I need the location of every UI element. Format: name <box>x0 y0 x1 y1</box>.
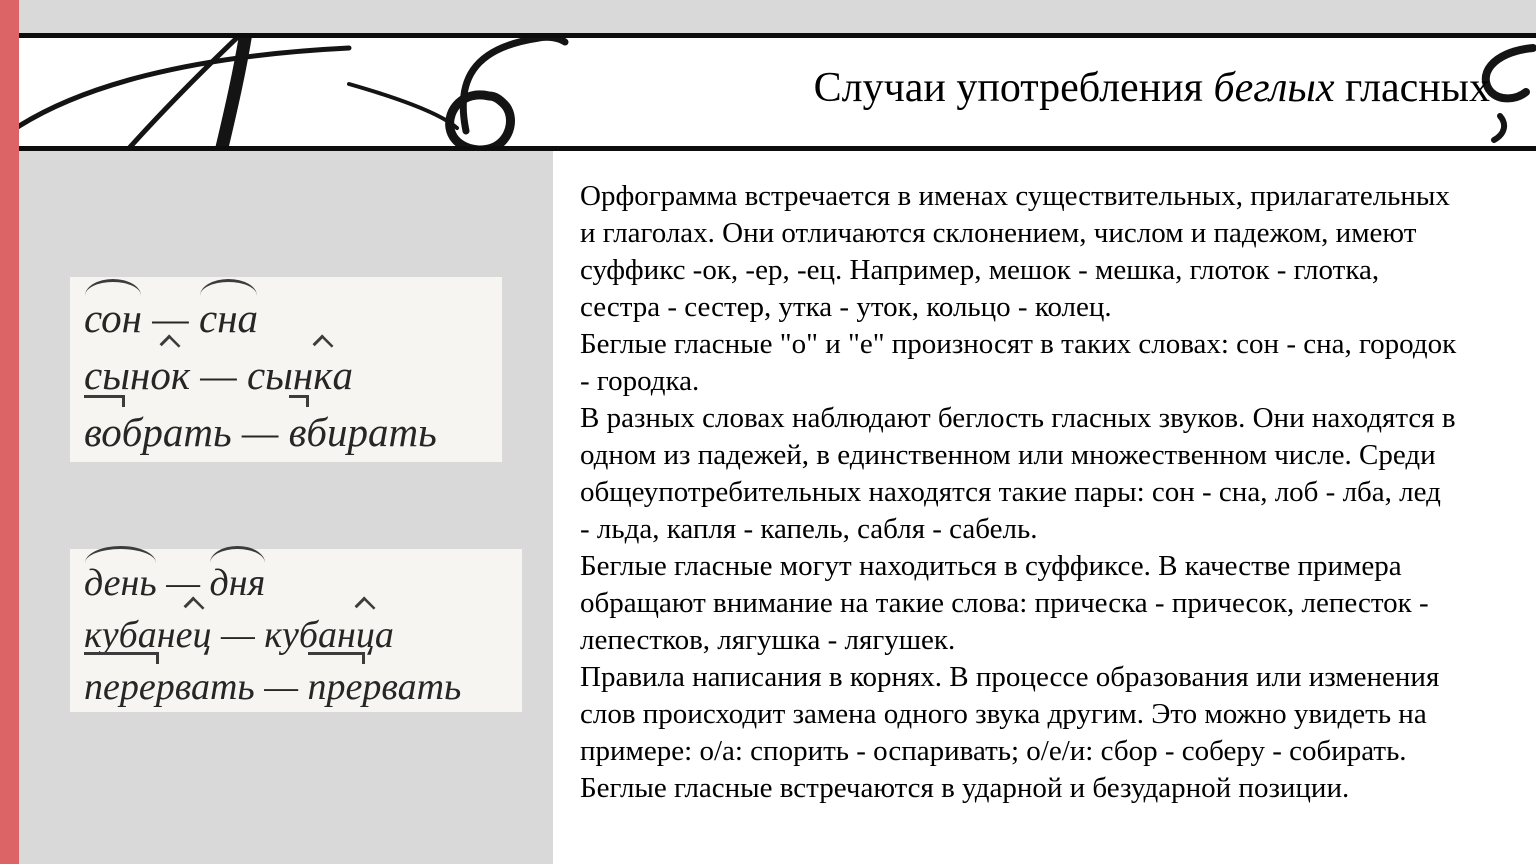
word-part: сын <box>84 352 151 398</box>
word-root-marked: день <box>84 562 157 604</box>
prefix-marked: пере <box>84 666 156 708</box>
word-part: а <box>374 614 394 656</box>
body-line: лепестков, лягушка - лягушек. <box>580 624 956 656</box>
example-line <box>70 342 502 399</box>
example-line <box>70 605 522 657</box>
body-line: одном из падежей, в единственном или множественном числе. Среди <box>580 439 1436 471</box>
word-part: рвать — <box>155 666 308 708</box>
word-separator: — <box>142 295 199 341</box>
body-line: Правила написания в корнях. В процессе образования или изменения <box>580 661 1440 693</box>
prefix-marked: во <box>84 409 122 455</box>
prefix-marked: пре <box>307 666 363 708</box>
example-line <box>70 285 502 342</box>
slide-title <box>814 64 1490 112</box>
body-line: примере: о/а: спорить - оспаривать; о/е/и: сбор - соберу - собирать. <box>580 735 1407 767</box>
body-line: общеупотребительных находятся такие пары: сон - сна, лоб - лба, лед <box>580 476 1441 508</box>
word-root-marked: дня <box>209 562 266 604</box>
word-part: а <box>332 352 353 398</box>
left-accent-stripe <box>0 0 19 864</box>
body-line: сестра - сестер, утка - уток, кольцо - колец. <box>580 291 1112 323</box>
body-line: суффикс -ок, -ер, -ец. Например, мешок - мешка, глоток - глотка, <box>580 254 1380 286</box>
word-part: кубан <box>84 614 176 656</box>
word-part: — сын <box>190 352 314 398</box>
title-prefix: Случаи употребления <box>813 65 1214 111</box>
body-line: - городка. <box>580 365 700 397</box>
word-part: брать — <box>121 409 289 455</box>
header-banner <box>19 33 1536 151</box>
title-italic-word: беглых <box>1213 65 1335 111</box>
word-part: рвать <box>362 666 462 708</box>
word-root-marked: сна <box>199 295 259 341</box>
body-line: обращают внимание на такие слова: прическа - причесок, лепесток - <box>580 587 1429 619</box>
examples-box-2 <box>70 549 522 712</box>
body-line: В разных словах наблюдают беглость гласных звуков. Они находятся в <box>580 402 1456 434</box>
suffix-marked: ок <box>150 352 190 398</box>
top-gray-strip <box>19 0 1536 33</box>
body-line: - льда, капля - капель, сабля - сабель. <box>580 513 1038 545</box>
example-line <box>70 657 522 709</box>
body-line: Беглые гласные могут находиться в суффиксе. В качестве примера <box>580 550 1402 582</box>
body-line: Беглые гласные "о" и "е" произносят в таких словах: сон - сна, городок <box>580 328 1457 360</box>
word-root-marked: сон <box>84 295 143 341</box>
body-line: Беглые гласные встречаются в ударной и безударной позиции. <box>580 772 1350 804</box>
body-line: слов происходит замена одного звука другим. Это можно увидеть на <box>580 698 1427 730</box>
body-text <box>580 178 1520 807</box>
examples-box-1 <box>70 277 502 462</box>
example-line <box>70 553 522 605</box>
suffix-marked: к <box>313 352 333 398</box>
body-line: Орфограмма встречается в именах существительных, прилагательных <box>580 180 1450 212</box>
body-line: и глаголах. Они отличаются склонением, числом и падежом, имеют <box>580 217 1417 249</box>
suffix-marked: ц <box>355 614 375 656</box>
word-part: — кубан <box>211 614 356 656</box>
suffix-marked: ец <box>175 614 212 656</box>
title-suffix: гласных <box>1334 65 1490 111</box>
example-line <box>70 399 502 456</box>
word-separator: — <box>156 562 210 604</box>
prefix-marked: в <box>288 409 307 455</box>
word-part: бирать <box>306 409 437 455</box>
